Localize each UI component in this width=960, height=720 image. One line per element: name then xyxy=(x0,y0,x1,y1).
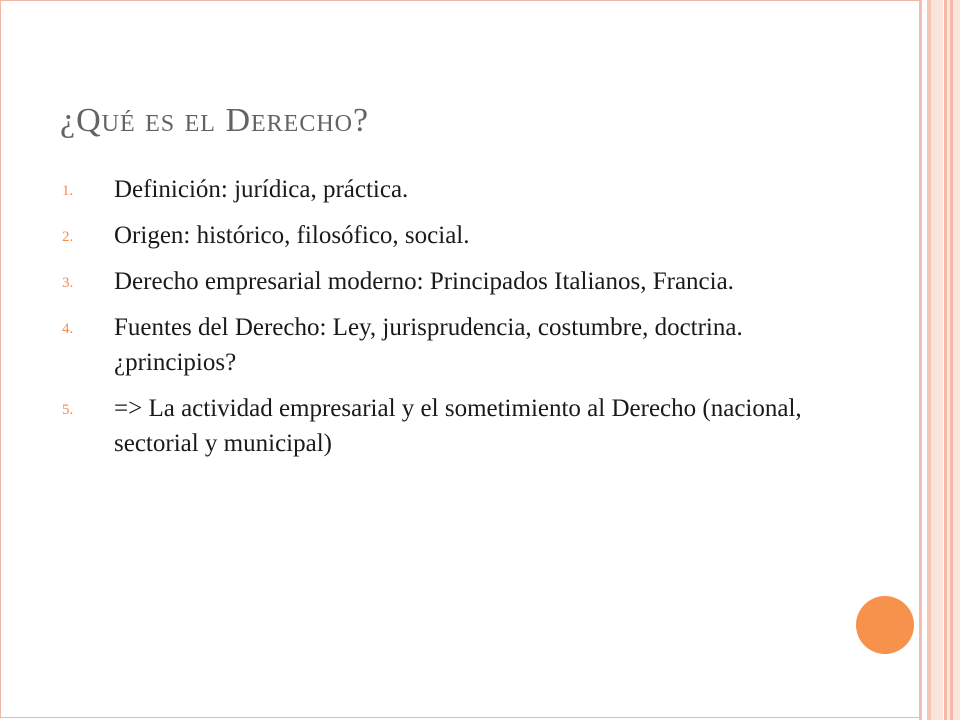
decorative-stripe xyxy=(919,0,922,720)
list-number: 5. xyxy=(62,402,74,418)
list-number: 4. xyxy=(62,321,74,337)
list-item-text: Definición: jurídica, práctica. xyxy=(114,176,409,203)
list-item xyxy=(62,172,852,207)
list-item xyxy=(62,264,852,299)
bullet-list xyxy=(62,172,852,472)
list-item xyxy=(62,218,852,253)
list-item-text: Derecho empresarial moderno: Principados Italianos, Francia. xyxy=(114,268,734,295)
list-item-text: => La actividad empresarial y el sometimiento al Derecho (nacional, sectorial y municipal) xyxy=(114,395,802,457)
list-item xyxy=(62,310,852,380)
list-number: 1. xyxy=(62,183,74,199)
list-number: 3. xyxy=(62,275,74,291)
list-item xyxy=(62,391,852,461)
decorative-stripe xyxy=(931,0,943,720)
list-item-text: Fuentes del Derecho: Ley, jurisprudencia, costumbre, doctrina. ¿principios? xyxy=(114,314,743,376)
decorative-circle xyxy=(856,596,914,654)
slide-title: ¿Qué es el Derecho? xyxy=(60,102,370,139)
list-item-text: Origen: histórico, filosófico, social. xyxy=(114,222,470,249)
decorative-stripe xyxy=(953,0,960,720)
list-number: 2. xyxy=(62,229,74,245)
